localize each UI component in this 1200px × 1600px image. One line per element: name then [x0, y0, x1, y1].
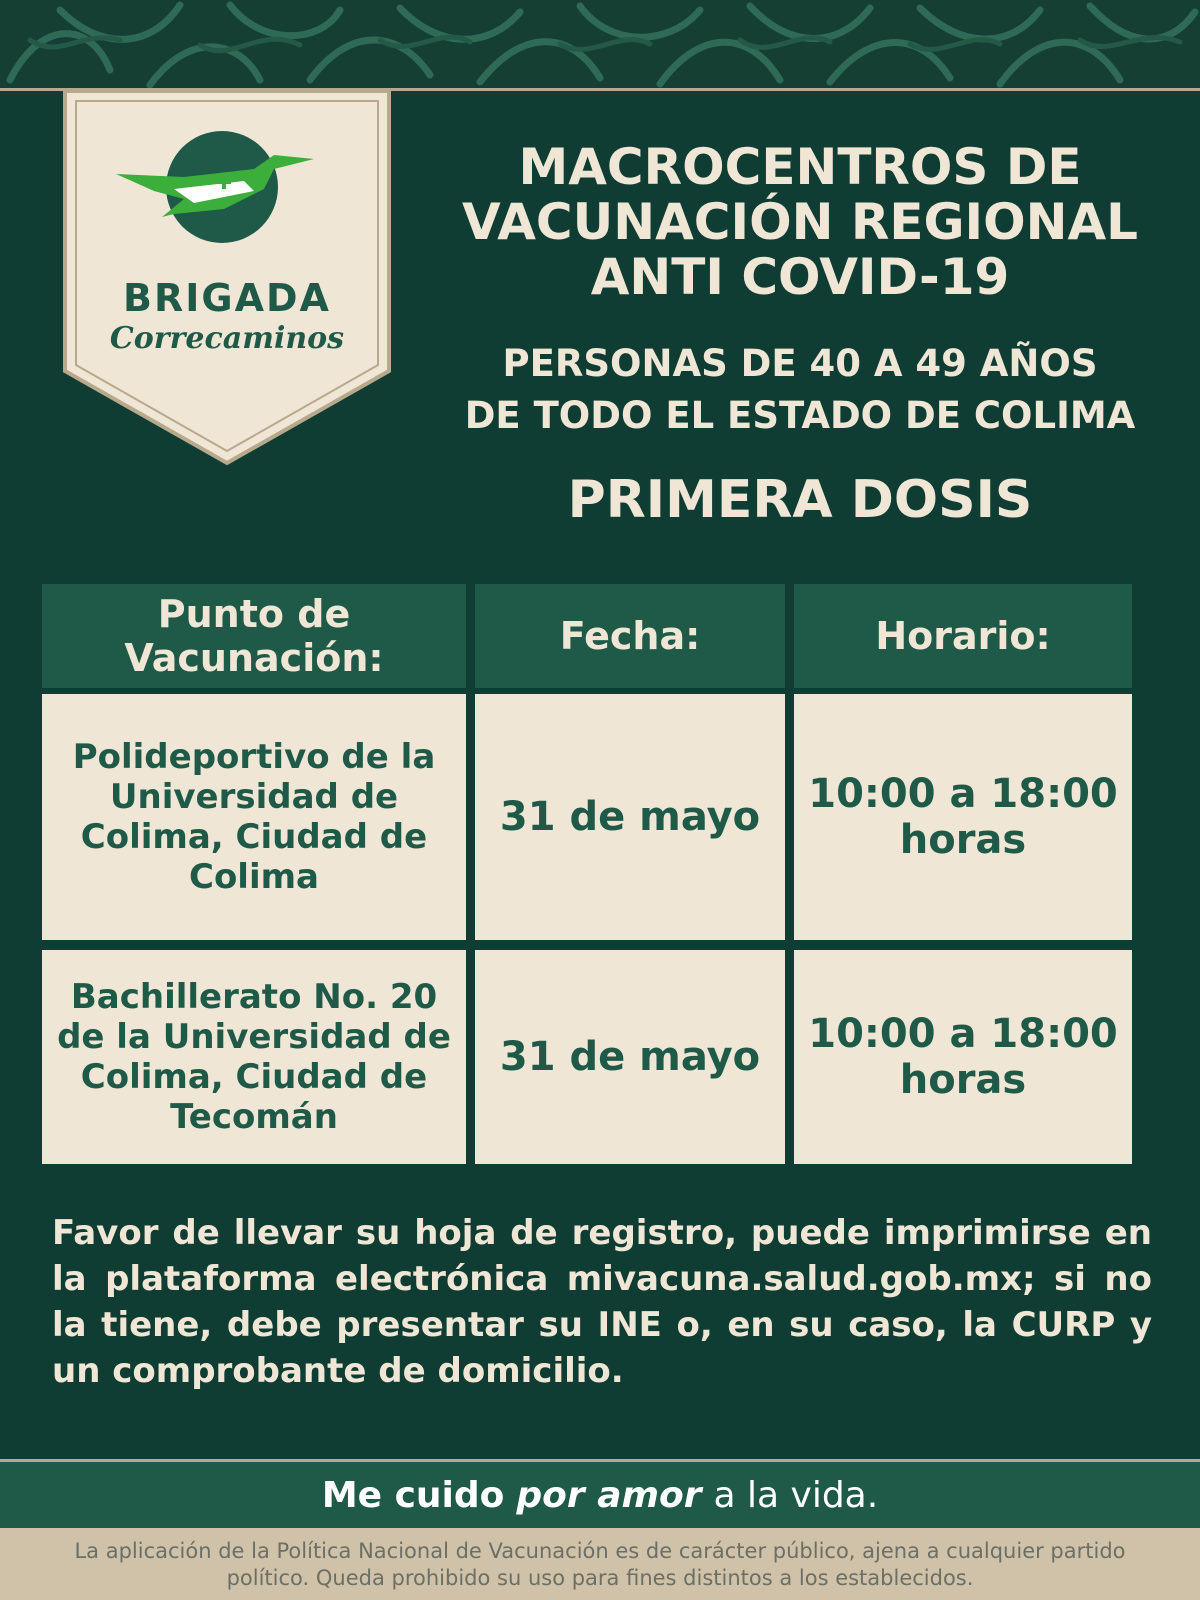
badge-subtitle: Correcaminos	[109, 321, 345, 356]
row-2-place: Bachillerato No. 20 de la Universidad de Colima, Ciudad de Tecomán	[42, 950, 466, 1164]
subtitle-line: PERSONAS DE 40 A 49 AÑOS	[502, 342, 1098, 385]
registration-notice: Favor de llevar su hoja de registro, puede imprimirse en la plataforma electrónica mivacuna.salud.gob.mx; si no la tiene, debe presentar su INE o, en su caso, la CURP y un comprobante de domicilio.	[52, 1213, 1152, 1391]
badge-title: BRIGADA	[123, 276, 331, 320]
legal-disclaimer: La aplicación de la Política Nacional de Vacunación es de carácter público, ajena a cualquier partido político. Queda prohibido su uso para fines distintos a los establecidos.	[0, 1528, 1200, 1600]
header-date: Fecha:	[475, 584, 785, 688]
target-population	[420, 338, 1180, 442]
slogan-band	[0, 1459, 1200, 1528]
decorative-pattern-band	[0, 0, 1200, 91]
slogan-part-2: por amor	[516, 1474, 702, 1516]
slogan-part-1: Me cuido	[321, 1474, 505, 1516]
row-1-date: 31 de mayo	[475, 694, 785, 940]
main-title	[420, 140, 1180, 305]
brigada-badge	[62, 91, 392, 466]
roadrunner-cross-icon	[114, 129, 324, 249]
dose-heading: PRIMERA DOSIS	[567, 470, 1033, 530]
pattern-swirls	[0, 0, 1200, 88]
row-1-time: 10:00 a 18:00 horas	[794, 694, 1132, 940]
subtitle-line: DE TODO EL ESTADO DE COLIMA	[464, 394, 1136, 437]
row-2-time: 10:00 a 18:00 horas	[794, 950, 1132, 1164]
row-1-place: Polideportivo de la Universidad de Colima, Ciudad de Colima	[42, 694, 466, 940]
title-line: VACUNACIÓN REGIONAL	[461, 193, 1139, 251]
title-line: MACROCENTROS DE	[518, 138, 1082, 196]
title-line: ANTI COVID-19	[590, 248, 1010, 306]
row-2-date: 31 de mayo	[475, 950, 785, 1164]
header-time: Horario:	[794, 584, 1132, 688]
slogan-part-3: a la vida.	[713, 1474, 879, 1516]
header-place: Punto de Vacunación:	[42, 584, 466, 688]
